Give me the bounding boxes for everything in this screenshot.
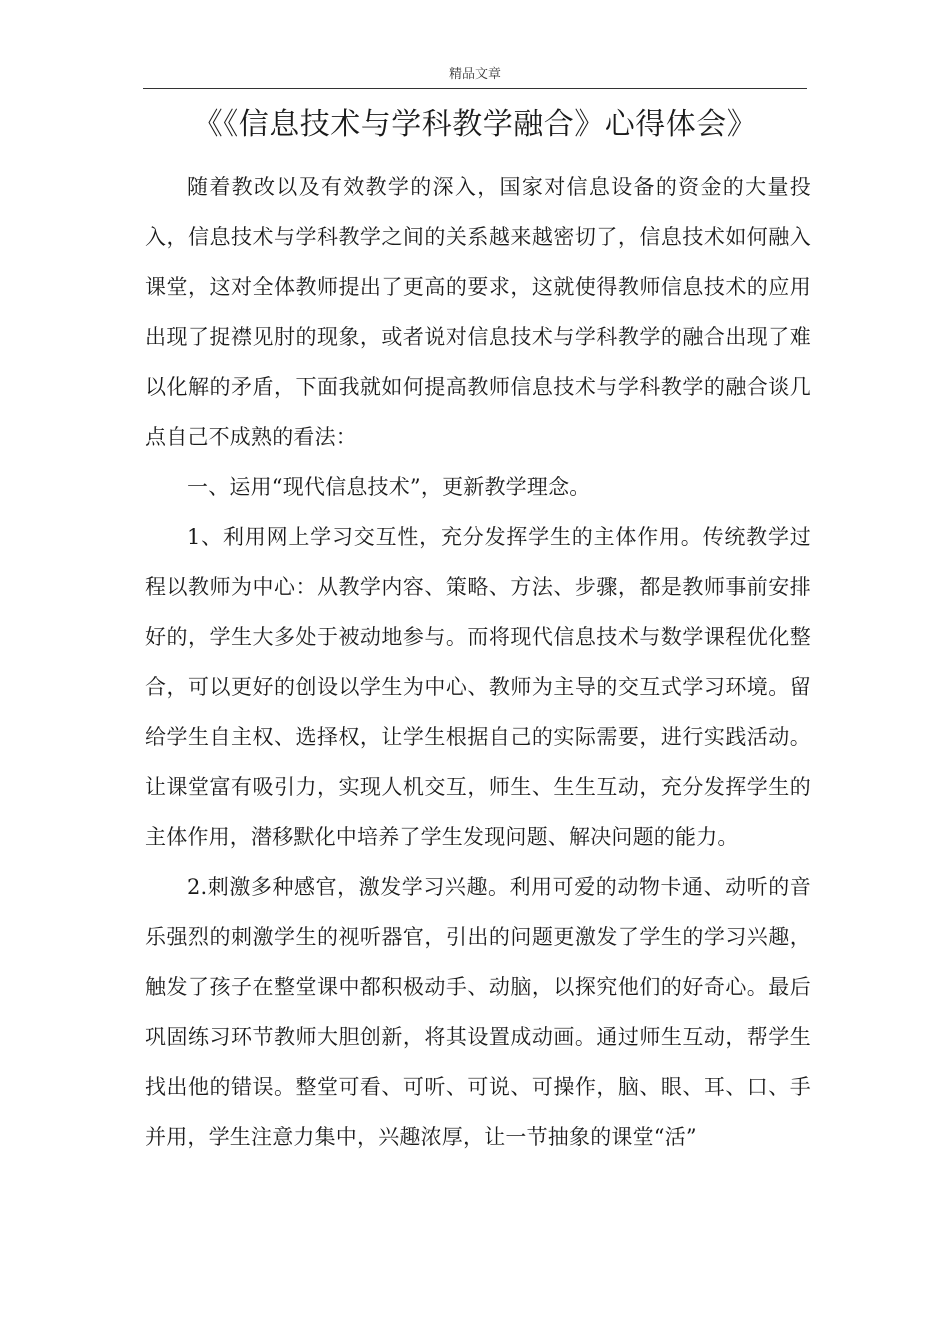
paragraph-point-2: 2.刺激多种感官，激发学习兴趣。利用可爱的动物卡通、动听的音乐强烈的刺激学生的视听器官，引出的问题更激发了学生的学习兴趣，触发了孩子在整堂课中都积极动手、动脑，以探究他们的好奇心。最后巩固练习环节教师大胆创新，将其设置成动画。通过师生互动，帮学生找出他的错误。整堂可看、可听、可说、可操作，脑、眼、耳、口、手并用，学生注意力集中，兴趣浓厚，让一节抽象的课堂“活” xyxy=(145,875,811,1149)
running-header: 精品文章 xyxy=(448,67,501,82)
document-body xyxy=(145,162,811,1162)
paragraph-intro: 随着教改以及有效教学的深入，国家对信息设备的资金的大量投入，信息技术与学科教学之间的关系越来越密切了，信息技术如何融入课堂，这对全体教师提出了更高的要求，这就使得教师信息技术的应用出现了捉襟见肘的现象，或者说对信息技术与学科教学的融合出现了难以化解的矛盾，下面我就如何提高教师信息技术与学科教学的融合谈几点自己不成熟的看法： xyxy=(145,175,811,449)
paragraph-point-1: 1、利用网上学习交互性，充分发挥学生的主体作用。传统教学过程以教师为中心：从教学内容、策略、方法、步骤，都是教师事前安排好的，学生大多处于被动地参与。而将现代信息技术与数学课程优化整合，可以更好的创设以学生为中心、教师为主导的交互式学习环境。留给学生自主权、选择权，让学生根据自己的实际需要，进行实践活动。让课堂富有吸引力，实现人机交互，师生、生生互动，充分发挥学生的主体作用，潜移默化中培养了学生发现问题、解决问题的能力。 xyxy=(145,525,811,849)
header-rule xyxy=(143,88,807,89)
section-heading-1: 一、运用“现代信息技术”，更新教学理念。 xyxy=(187,475,591,499)
document-title: 《《信息技术与学科教学融合》心得体会》 xyxy=(192,107,758,142)
